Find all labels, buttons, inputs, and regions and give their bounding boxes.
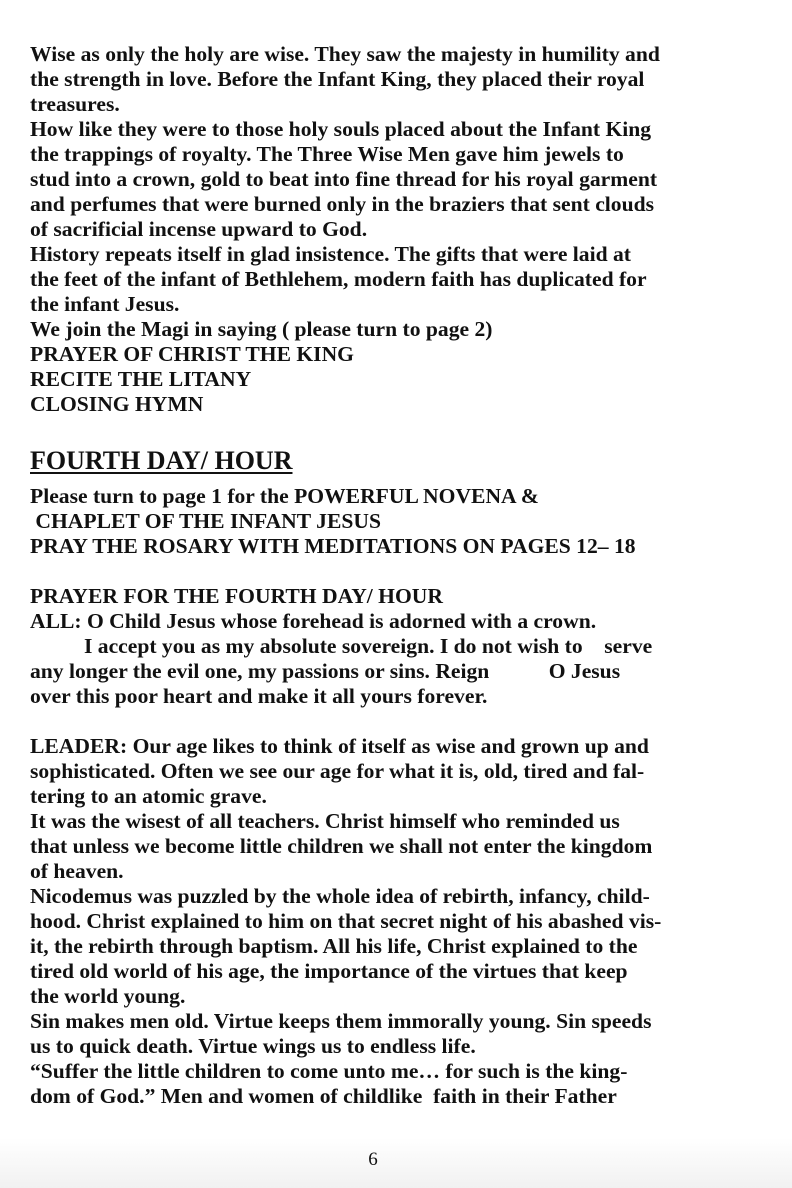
prayer-line: any longer the evil one, my passions or sins. Reign O Jesus: [30, 659, 621, 683]
leader-section: [30, 734, 770, 1109]
text-line: and perfumes that were burned only in the braziers that sent clouds: [30, 192, 655, 216]
prayer-line: ALL: O Child Jesus whose forehead is adorned with a crown.: [30, 609, 597, 633]
paragraph: [30, 117, 770, 242]
text-line: the world young.: [30, 984, 186, 1008]
text-line: treasures.: [30, 92, 120, 116]
text-line: of heaven.: [30, 859, 124, 883]
paragraph: [30, 242, 770, 317]
intro-section: [30, 42, 770, 417]
paragraph: [30, 884, 770, 1009]
paragraph: [30, 809, 770, 884]
hymn-reference: CLOSING HYMN: [30, 392, 204, 416]
text-line: of sacrificial incense upward to God.: [30, 217, 368, 241]
text-line: History repeats itself in glad insistence. The gifts that were laid at: [30, 242, 631, 266]
instructions: [30, 484, 770, 559]
instruction-line: CHAPLET OF THE INFANT JESUS: [30, 509, 381, 533]
spacer: [30, 417, 770, 442]
text-line: the trappings of royalty. The Three Wise Men gave him jewels to: [30, 142, 624, 166]
page-body: [30, 42, 770, 1109]
instruction-line: Please turn to page 1 for the POWERFUL NOVENA &: [30, 484, 539, 508]
prayer-title: PRAYER FOR THE FOURTH DAY/ HOUR: [30, 584, 443, 608]
spacer: [30, 559, 770, 584]
text-line: LEADER: Our age likes to think of itself as wise and grown up and: [30, 734, 649, 758]
page-number: 6: [368, 1149, 378, 1170]
text-line: “Suffer the little children to come unto me… for such is the king-: [30, 1059, 628, 1083]
prayer-block: [30, 584, 770, 709]
prayer-line: I accept you as my absolute sovereign. I do not wish to serve: [30, 634, 653, 658]
text-line: the strength in love. Before the Infant King, they placed their royal: [30, 67, 645, 91]
text-line: We join the Magi in saying ( please turn to page 2): [30, 317, 493, 341]
text-line: hood. Christ explained to him on that secret night of his abashed vis-: [30, 909, 662, 933]
spacer: [30, 709, 770, 734]
text-line: Wise as only the holy are wise. They saw the majesty in humility and: [30, 42, 660, 66]
text-line: tering to an atomic grave.: [30, 784, 267, 808]
instruction-line: PRAY THE ROSARY WITH MEDITATIONS ON PAGES 12– 18: [30, 534, 636, 558]
text-line: us to quick death. Virtue wings us to endless life.: [30, 1034, 476, 1058]
text-line: that unless we become little children we shall not enter the kingdom: [30, 834, 653, 858]
paragraph: [30, 1059, 770, 1109]
text-line: tired old world of his age, the importance of the virtues that keep: [30, 959, 628, 983]
text-line: the feet of the infant of Bethlehem, modern faith has duplicated for: [30, 267, 647, 291]
litany-reference: RECITE THE LITANY: [30, 367, 252, 391]
text-line: Nicodemus was puzzled by the whole idea of rebirth, infancy, child-: [30, 884, 650, 908]
paragraph: [30, 1009, 770, 1059]
text-line: dom of God.” Men and women of childlike faith in their Father: [30, 1084, 617, 1108]
section-heading: FOURTH DAY/ HOUR: [30, 446, 293, 475]
paragraph: [30, 734, 770, 809]
text-line: it, the rebirth through baptism. All his life, Christ explained to the: [30, 934, 638, 958]
text-line: the infant Jesus.: [30, 292, 180, 316]
prayer-line: over this poor heart and make it all yours forever.: [30, 684, 488, 708]
text-line: It was the wisest of all teachers. Christ himself who reminded us: [30, 809, 620, 833]
text-line: stud into a crown, gold to beat into fine thread for his royal garment: [30, 167, 658, 191]
text-line: sophisticated. Often we see our age for what it is, old, tired and fal-: [30, 759, 645, 783]
text-line: Sin makes men old. Virtue keeps them immorally young. Sin speeds: [30, 1009, 652, 1033]
prayer-reference: PRAYER OF CHRIST THE KING: [30, 342, 354, 366]
text-line: How like they were to those holy souls placed about the Infant King: [30, 117, 652, 141]
paragraph: [30, 42, 770, 117]
